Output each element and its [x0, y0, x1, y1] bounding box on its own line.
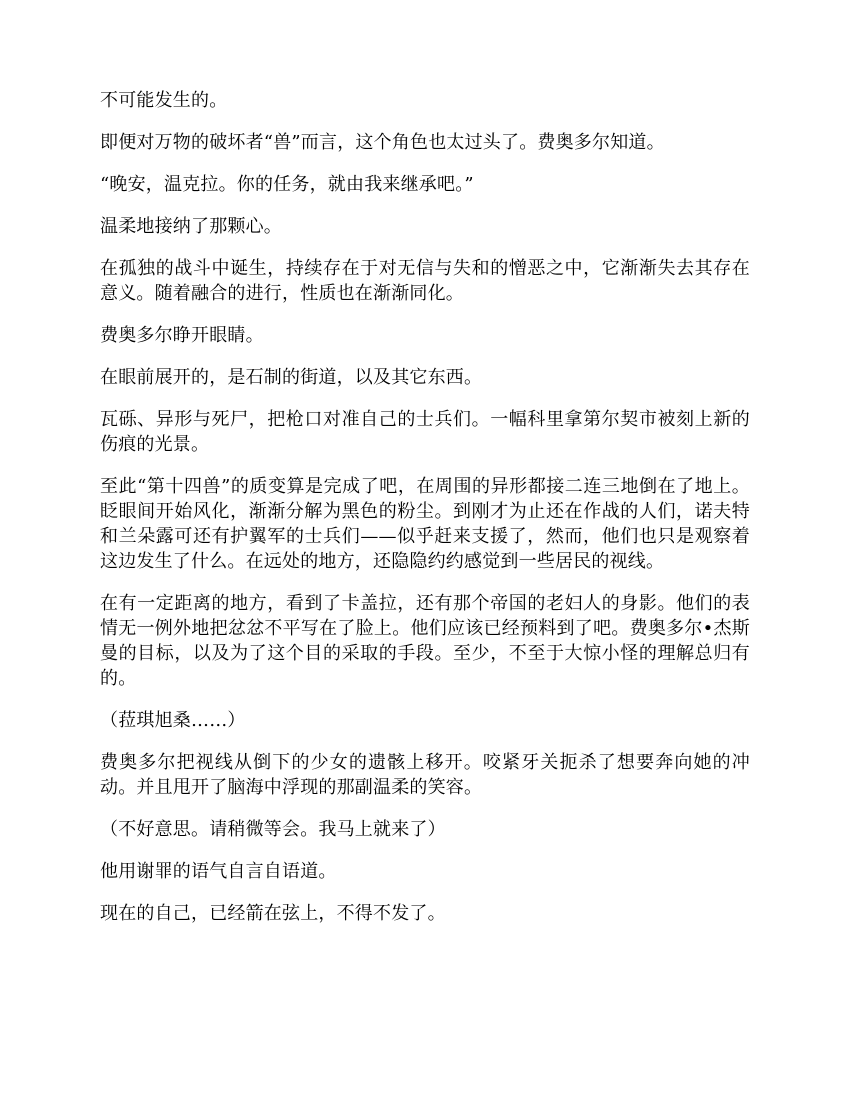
- paragraph: （不好意思。请稍微等会。我马上就来了）: [100, 819, 446, 840]
- paragraph: 在眼前展开的，是石制的街道，以及其它东西。: [100, 367, 483, 388]
- paragraph: （菈琪旭桑……）: [100, 710, 246, 731]
- paragraph: 费奥多尔睁开眼睛。: [100, 325, 264, 346]
- paragraph: 在有一定距离的地方，看到了卡盖拉，还有那个帝国的老妇人的身影。他们的表情无一例外地把忿忿不平写在了脸上。他们应该已经预料到了吧。费奥多尔•杰斯曼的目标，以及为了这个目的采取的手段。至少，不至于大惊小怪的理解总归有的。: [100, 593, 750, 689]
- paragraph: 不可能发生的。: [100, 90, 228, 111]
- paragraph: 瓦砾、异形与死尸，把枪口对准自己的士兵们。一幅科里拿第尔契市被刻上新的伤痕的光景。: [100, 409, 750, 455]
- paragraph: “晚安，温克拉。你的任务，就由我来继承吧。”: [100, 174, 474, 195]
- paragraph: 费奥多尔把视线从倒下的少女的遗骸上移开。咬紧牙关扼杀了想要奔向她的冲动。并且甩开了脑海中浮现的那副温柔的笑容。: [100, 752, 750, 798]
- paragraph: 温柔地接纳了那颗心。: [100, 216, 282, 237]
- paragraph: 在孤独的战斗中诞生，持续存在于对无信与失和的憎恶之中，它渐渐失去其存在意义。随着融合的进行，性质也在渐渐同化。: [100, 258, 750, 304]
- paragraph: 至此“第十四兽”的质变算是完成了吧，在周围的异形都接二连三地倒在了地上。眨眼间开始风化，渐渐分解为黑色的粉尘。到刚才为止还在作战的人们，诺夫特和兰朵露可还有护翼军的士兵们——似乎赶来支援了，然而，他们也只是观察着这边发生了什么。在远处的地方，还隐隐约约感觉到一些居民的视线。: [100, 476, 750, 572]
- document-page: [100, 88, 750, 943]
- paragraph: 他用谢罪的语气自言自语道。: [100, 861, 337, 882]
- paragraph: 即便对万物的破坏者“兽”而言，这个角色也太过头了。费奥多尔知道。: [100, 132, 665, 153]
- paragraph: 现在的自己，已经箭在弦上，不得不发了。: [100, 903, 446, 924]
